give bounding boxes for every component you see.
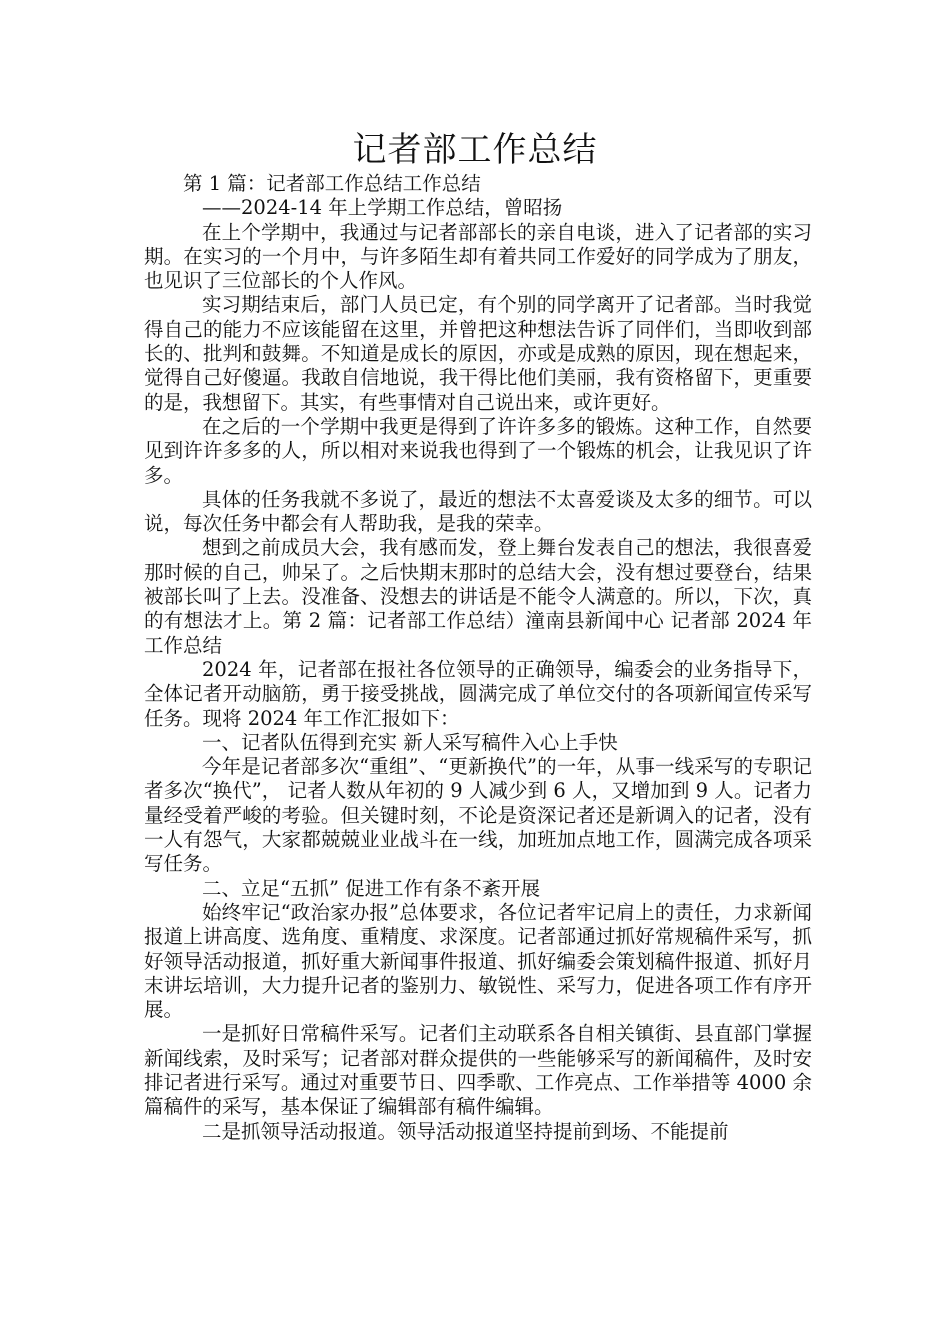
part1-subtitle: ——2024-14 年上学期工作总结，曾昭扬 bbox=[202, 196, 563, 220]
section-heading: 一、记者队伍得到充实 新人采写稿件入心上手快 bbox=[202, 730, 618, 754]
paragraph: 想到之前成员大会，我有感而发，登上舞台发表自己的想法，我很喜爱那时候的自己，帅呆了。之后快期末那时的总结大会，没有想过要登台，结果被部长叫了上去。没准备、没想去的讲话是不能令人满意的。所以，下次，真的有想法才上。第 2 篇：记者部工作总结）潼南县新闻中心 记者部 2024 年工作总结 bbox=[144, 536, 812, 657]
paragraph: 在上个学期中，我通过与记者部部长的亲自电谈，进入了记者部的实习期。在实习的一个月中，与许多陌生却有着共同工作爱好的同学成为了朋友，也见识了三位部长的个人作风。 bbox=[144, 220, 812, 293]
paragraph: 在之后的一个学期中我更是得到了许许多多的锻炼。这种工作，自然要见到许许多多的人，所以相对来说我也得到了一个锻炼的机会，让我见识了许多。 bbox=[144, 414, 812, 487]
paragraph: 二是抓领导活动报道。领导活动报道坚持提前到场、不能提前 bbox=[202, 1119, 729, 1143]
paragraph: 一是抓好日常稿件采写。记者们主动联系各自相关镇街、县直部门掌握新闻线索，及时采写；记者部对群众提供的一些能够采写的新闻稿件，及时安排记者进行采写。通过对重要节日、四季歌、工作亮点、工作举措等 4000 余篇稿件的采写，基本保证了编辑部有稿件编辑。 bbox=[144, 1022, 812, 1119]
paragraph: 今年是记者部多次“重组”、“更新换代”的一年，从事一线采写的专职记者多次“换代”， 记者人数从年初的 9 人减少到 6 人，又增加到 9 人。记者力量经受着严峻的考验。但关键时刻，不论是资深记者还是新调入的记者，没有一人有怨气，大家都兢兢业业战斗在一线，加班加点地工作，圆满完成各项采写任务。 bbox=[144, 755, 812, 876]
document-body bbox=[144, 172, 812, 1144]
part1-heading: 第 1 篇：记者部工作总结工作总结 bbox=[183, 172, 481, 195]
paragraph: 具体的任务我就不多说了，最近的想法不太喜爱谈及太多的细节。可以说，每次任务中都会有人帮助我，是我的荣幸。 bbox=[144, 487, 812, 536]
paragraph: 始终牢记“政治家办报”总体要求，各位记者牢记肩上的责任，力求新闻报道上讲高度、选角度、重精度、求深度。记者部通过抓好常规稿件采写，抓好领导活动报道，抓好重大新闻事件报道、抓好编委会策划稿件报道、抓好月末讲坛培训，大力提升记者的鉴别力、敏锐性、采写力，促进各项工作有序开展。 bbox=[144, 900, 812, 1022]
paragraph: 实习期结束后，部门人员已定，有个别的同学离开了记者部。当时我觉得自己的能力不应该能留在这里，并曾把这种想法告诉了同伴们，当即收到部长的、批判和鼓舞。不知道是成长的原因，亦或是成熟的原因，现在想起来，觉得自己好傻逼。我敢自信地说，我干得比他们美丽，我有资格留下，更重要的是，我想留下。其实，有些事情对自己说出来，或许更好。 bbox=[144, 293, 812, 414]
document-title: 记者部工作总结 bbox=[352, 130, 598, 170]
paragraph: 2024 年，记者部在报社各位领导的正确领导，编委会的业务指导下，全体记者开动脑筋，勇于接受挑战，圆满完成了单位交付的各项新闻宣传采写任务。现将 2024 年工作汇报如下： bbox=[144, 657, 812, 730]
section-heading: 二、立足“五抓” 促进工作有条不紊开展 bbox=[202, 876, 541, 900]
